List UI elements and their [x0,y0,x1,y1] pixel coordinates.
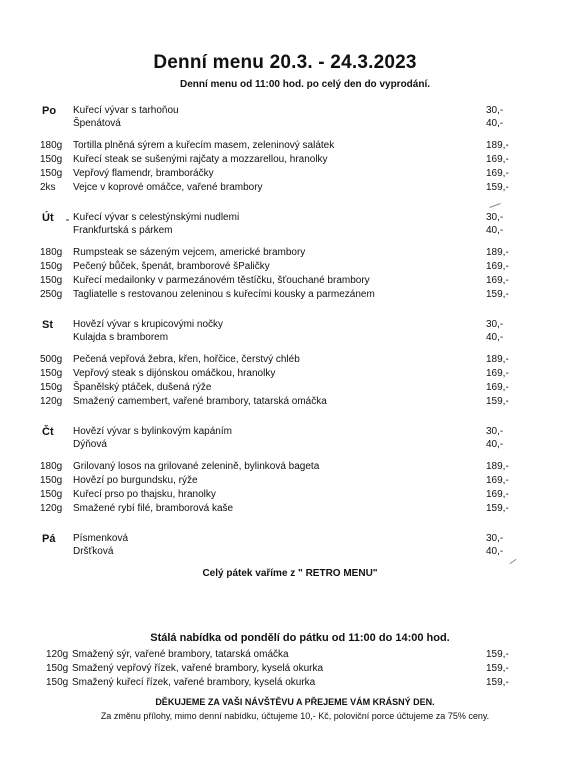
dish-name: Kulajda s bramborem [73,332,169,343]
portion-weight: 120g [40,503,63,514]
scan-speck [509,559,516,564]
portion-weight: 120g [46,649,69,660]
dish-name: Smažené rybí filé, bramborová kaše [73,503,234,514]
menu-row-main [0,353,570,367]
dish-price: 30,- [486,105,504,116]
menu-row-main [0,395,570,409]
dish-price: 159,- [486,677,509,688]
dish-name: Vepřový flamendr, bramboráčky [73,168,214,179]
menu-row-soup [0,104,570,118]
portion-weight: 250g [40,289,63,300]
dish-name: Smažený kuřecí řízek, vařené brambory, kyselá okurka [72,677,316,688]
menu-row-soup [0,211,570,225]
day-label: Út [42,212,54,224]
menu-row-main [0,139,570,153]
menu-row-soup [0,532,570,546]
portion-weight: 500g [40,354,63,365]
dish-price: 169,- [486,168,509,179]
dish-price: 30,- [486,319,504,330]
dish-price: 189,- [486,140,509,151]
dish-name: Frankfurtská s párkem [73,225,173,236]
menu-row-soup [0,117,570,131]
dish-price: 169,- [486,475,509,486]
menu-row-main [0,181,570,195]
standing-row [0,662,570,676]
menu-row-main [0,474,570,488]
menu-row-main [0,502,570,516]
dish-price: 159,- [486,663,509,674]
dish-price: 159,- [486,182,509,193]
dish-name: Grilovaný losos na grilované zelenině, bylinková bageta [73,461,320,472]
dish-price: 169,- [486,368,509,379]
thanks-note: DĚKUJEME ZA VAŠI NÁVŠTĚVU A PŘEJEME VÁM KRÁSNÝ DEN. [155,697,435,707]
dish-name: Rumpsteak se sázeným vejcem, americké brambory [73,247,306,258]
dish-price: 169,- [486,489,509,500]
dish-name: Smažený camembert, vařené brambory, tatarská omáčka [73,396,327,407]
dish-name: Hovězí po burgundsku, rýže [73,475,198,486]
dish-name: Smažený sýr, vařené brambory, tatarská omáčka [72,649,289,660]
portion-weight: 150g [40,275,63,286]
page-title: Denní menu 20.3. - 24.3.2023 [153,52,417,73]
dish-price: 40,- [486,439,504,450]
day-label: Čt [42,426,54,438]
menu-row-main [0,274,570,288]
dish-price: 159,- [486,289,509,300]
menu-row-main [0,367,570,381]
menu-row-main [0,260,570,274]
dish-name: Hovězí vývar s bylinkovým kapáním [73,426,232,437]
dish-price: 169,- [486,275,509,286]
portion-weight: 150g [40,168,63,179]
portion-weight: 150g [40,261,63,272]
dish-name: Tagliatelle s restovanou zeleninou s kuřecími kousky a parmezánem [73,289,375,300]
dish-name: Kuřecí medailonky v parmezánovém těstíčku, šťouchané brambory [73,275,370,286]
standing-offer-title: Stálá nabídka od pondělí do pátku od 11:00 do 14:00 hod. [150,632,450,644]
scan-speck [489,203,501,208]
dish-name: Španělský ptáček, dušená rýže [73,382,212,393]
day-label: St [42,319,53,331]
dish-name: Písmenková [73,533,129,544]
dish-price: 169,- [486,261,509,272]
portion-weight: 150g [46,677,69,688]
dish-price: 40,- [486,546,504,557]
standing-row [0,676,570,690]
dish-price: 159,- [486,649,509,660]
portion-weight: 2ks [40,182,56,193]
menu-row-main [0,488,570,502]
dish-price: 30,- [486,212,504,223]
portion-weight: 180g [40,461,63,472]
menu-row-main [0,460,570,474]
dish-name: Pečená vepřová žebra, křen, hořčice, čerstvý chléb [73,354,300,365]
menu-row-main [0,288,570,302]
dish-price: 30,- [486,426,504,437]
portion-weight: 120g [40,396,63,407]
dish-name: Dýňová [73,439,107,450]
dish-price: 189,- [486,354,509,365]
page-subtitle: Denní menu od 11:00 hod. po celý den do vyprodání. [179,79,431,90]
friday-note: Celý pátek vaříme z " RETRO MENU" [202,568,378,579]
dish-name: Kuřecí vývar s celestýnskými nudlemi [73,212,240,223]
pricing-footnote: Za změnu přílohy, mimo denní nabídku, účtujeme 10,- Kč, poloviční porce účtujeme za 75% ceny. [100,711,490,721]
dish-price: 40,- [486,332,504,343]
dish-name: Hovězí vývar s krupicovými nočky [73,319,224,330]
dish-price: 40,- [486,225,504,236]
menu-row-soup [0,224,570,238]
dish-price: 169,- [486,154,509,165]
dish-price: 169,- [486,382,509,393]
portion-weight: 150g [40,368,63,379]
dish-price: 40,- [486,118,504,129]
dish-price: 159,- [486,503,509,514]
day-label: Pá [42,533,56,545]
menu-row-soup [0,425,570,439]
portion-weight: 150g [40,475,63,486]
dish-name: Vepřový steak s dijónskou omáčkou, hranolky [73,368,276,379]
menu-row-soup [0,545,570,559]
portion-weight: 150g [46,663,69,674]
dish-name: Vejce v koprové omáčce, vařené brambory [73,182,263,193]
menu-row-soup [0,438,570,452]
dish-price: 30,- [486,533,504,544]
menu-row-soup [0,318,570,332]
dish-name: Špenátová [73,118,121,129]
scan-speck [66,219,69,221]
dish-name: Pečený bůček, špenát, bramborové šPaličky [73,261,270,272]
menu-row-main [0,167,570,181]
standing-row [0,648,570,662]
dish-price: 189,- [486,461,509,472]
portion-weight: 180g [40,247,63,258]
portion-weight: 150g [40,382,63,393]
day-label: Po [42,105,57,117]
dish-name: Smažený vepřový řízek, vařené brambory, kyselá okurka [72,663,324,674]
portion-weight: 150g [40,154,63,165]
portion-weight: 150g [40,489,63,500]
dish-price: 159,- [486,396,509,407]
dish-name: Kuřecí steak se sušenými rajčaty a mozzarellou, hranolky [73,154,328,165]
dish-name: Kuřecí vývar s tarhoňou [73,105,179,116]
dish-name: Kuřecí prso po thajsku, hranolky [73,489,216,500]
portion-weight: 180g [40,140,63,151]
menu-row-main [0,153,570,167]
dish-price: 189,- [486,247,509,258]
menu-row-main [0,381,570,395]
dish-name: Dršťková [73,546,114,557]
menu-row-soup [0,331,570,345]
dish-name: Tortilla plněná sýrem a kuřecím masem, zeleninový salátek [73,140,335,151]
menu-row-main [0,246,570,260]
